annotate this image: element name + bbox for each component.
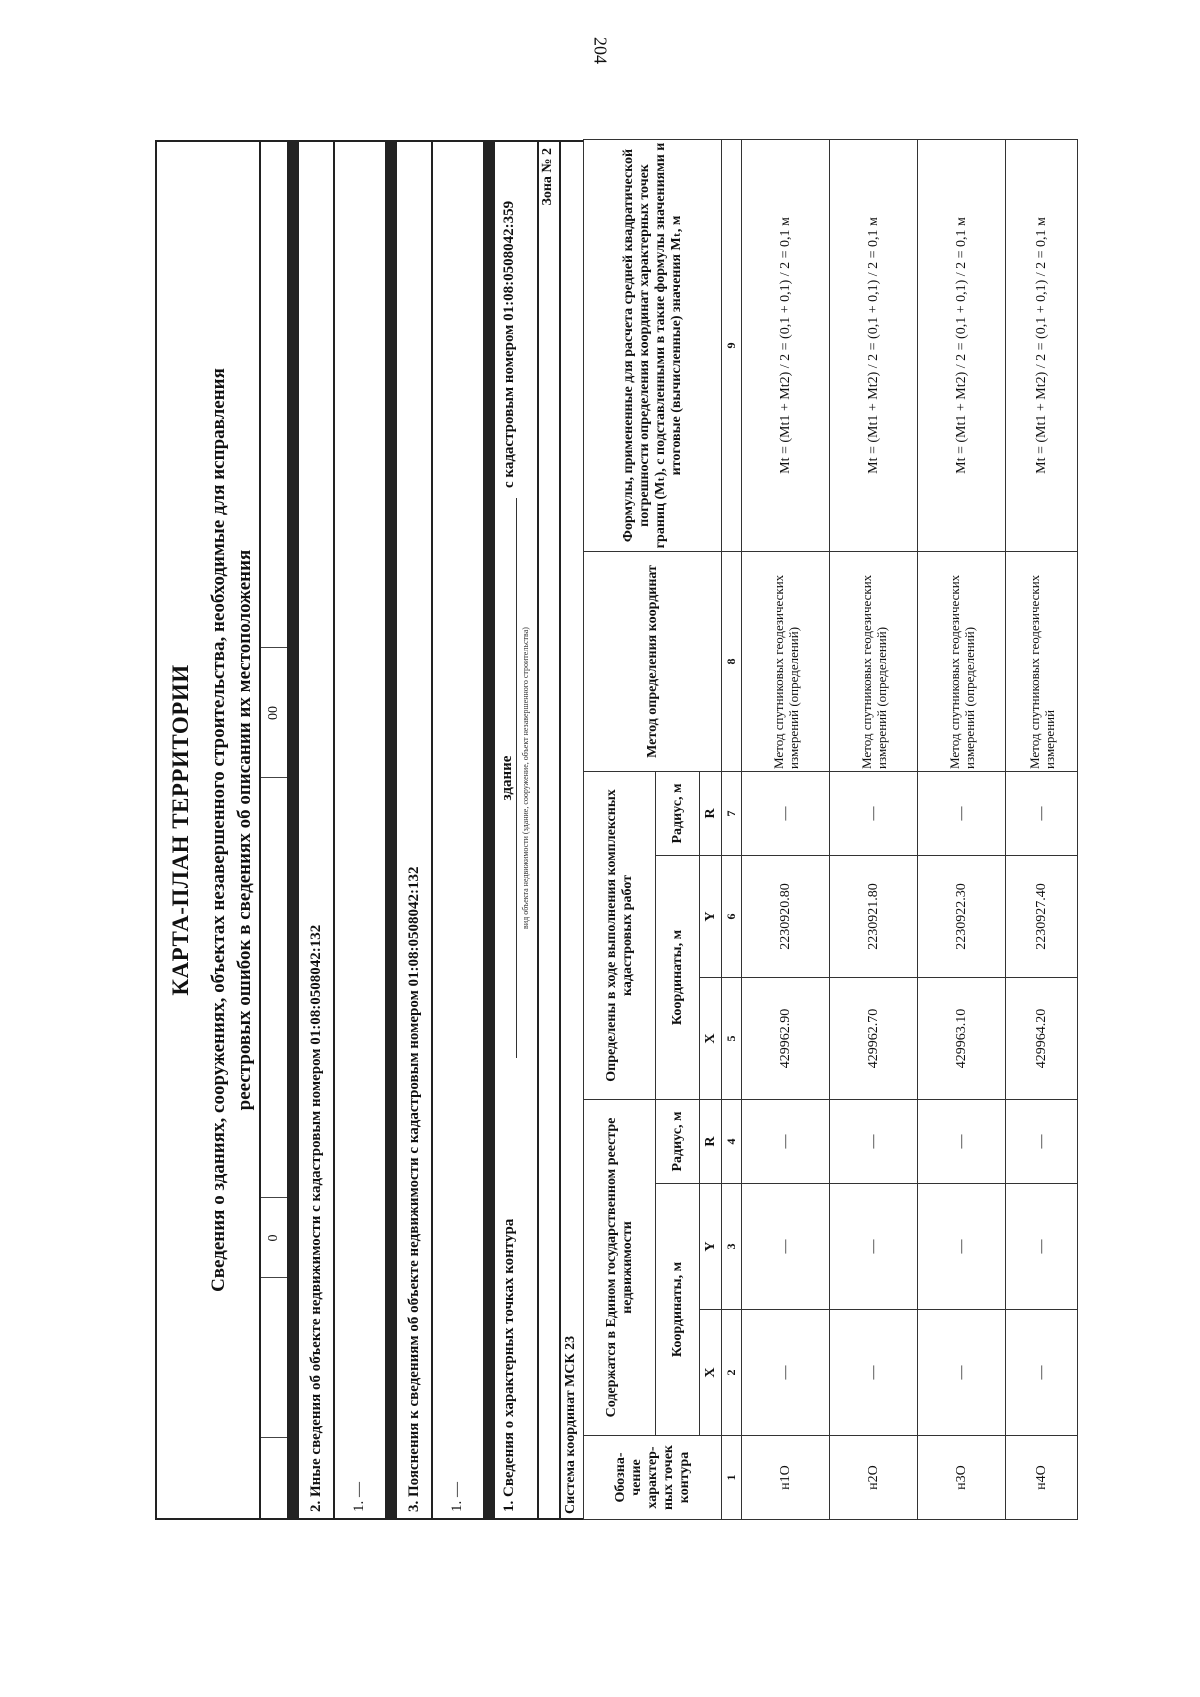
header-coords-new: Координаты, м: [656, 856, 700, 1100]
section3-item: 1. —: [433, 140, 485, 1520]
section3-heading: 3. Пояснения к сведениям об объекте недвижимости с кадастровым номером 01:08:0508042:132: [395, 140, 433, 1520]
table-row: н1О — — — 429962.90 2230920.80 — Метод спутниковых геодезических измерений (определений) Mt = (Mt1 + Mt2) / 2 = (0,1 + 0,1) / 2 = 0,1 м: [742, 139, 830, 1519]
header-determined: Определены в ходе выполнения комплексных кадастровых работ: [584, 771, 656, 1099]
point-label: н2О: [830, 1436, 918, 1520]
page-number: 204: [590, 37, 611, 64]
coord-system: Система координат МСК 23: [563, 1335, 578, 1514]
table-row: н3О — — — 429963.10 2230922.30 — Метод спутниковых геодезических измерений (определений) Mt = (Mt1 + Mt2) / 2 = (0,1 + 0,1) / 2 = 0,1 м: [918, 139, 1006, 1519]
rotated-sheet: [155, 140, 1065, 1520]
header-x-old: X: [700, 1310, 722, 1436]
table-row: н4О — — — 429964.20 2230927.40 — Метод спутниковых геодезических измерений Mt = (Mt1 + Mt2) / 2 = (0,1 + 0,1) / 2 = 0,1 м: [1006, 139, 1078, 1519]
header-radius-new: Радиус, м: [656, 771, 700, 855]
header-r-old: R: [700, 1100, 722, 1184]
header-x-new: X: [700, 978, 722, 1100]
divider: [289, 140, 297, 1520]
header-r-new: R: [700, 771, 722, 855]
point-label: н1О: [742, 1436, 830, 1520]
section1-header: [493, 140, 539, 1520]
zone-row: [539, 140, 561, 1520]
header-y-new: Y: [700, 856, 722, 978]
point-label: н3О: [918, 1436, 1006, 1520]
coord-system-row: [561, 140, 583, 1520]
section2-item: 1. —: [335, 140, 387, 1520]
cadastral-number: с кадастровым номером 01:08:0508042:359: [501, 200, 517, 488]
object-type: здание: [499, 498, 517, 1058]
table-row: н2О — — — 429962.70 2230921.80 — Метод спутниковых геодезических измерений (определений) Mt = (Mt1 + Mt2) / 2 = (0,1 + 0,1) / 2 = 0,1 м: [830, 139, 918, 1519]
header-formula: Формулы, примененные для расчета средней квадратической погрешности определения координат характерных точек границ (Mₜ), с подставленными в такие формулы значениями и итоговые (вычисленные) значения Mₜ, м: [584, 139, 722, 551]
points-table: [583, 139, 1078, 1520]
section2-heading: 2. Иные сведения об объекте недвижимости с кадастровым номером 01:08:0508042:132: [297, 140, 335, 1520]
strip-cell-00: 00: [261, 647, 287, 778]
header-coords-old: Координаты, м: [656, 1184, 700, 1436]
object-type-caption: вид объекта недвижимости (здание, сооружение, объект незавершенного строительства): [521, 627, 530, 929]
header-point: Обозна-чение характер-ных точек контура: [584, 1436, 722, 1520]
column-numbers-row: 1 2 3 4 5 6 7 8 9: [722, 139, 742, 1519]
header-y-old: Y: [700, 1184, 722, 1310]
divider: [387, 140, 395, 1520]
page-subtitle: Сведения о зданиях, сооружениях, объектах незавершенного строительства, необходимые для исправления реестровых ошибок в сведениях об описании их местоположения: [205, 140, 259, 1520]
zone-label: Зона № 2: [540, 148, 555, 206]
point-label: н4О: [1006, 1436, 1078, 1520]
header-radius-old: Радиус, м: [656, 1100, 700, 1184]
header-method: Метод определения координат: [584, 551, 722, 771]
page-title: КАРТА-ПЛАН ТЕРРИТОРИИ: [155, 140, 205, 1520]
header-strip: [259, 140, 289, 1520]
section1-heading: 1. Сведения о характерных точках контура: [501, 1218, 517, 1512]
strip-cell-0: 0: [261, 1197, 287, 1278]
header-contained: Содержатся в Едином государственном реестре недвижимости: [584, 1100, 656, 1436]
divider: [485, 140, 493, 1520]
